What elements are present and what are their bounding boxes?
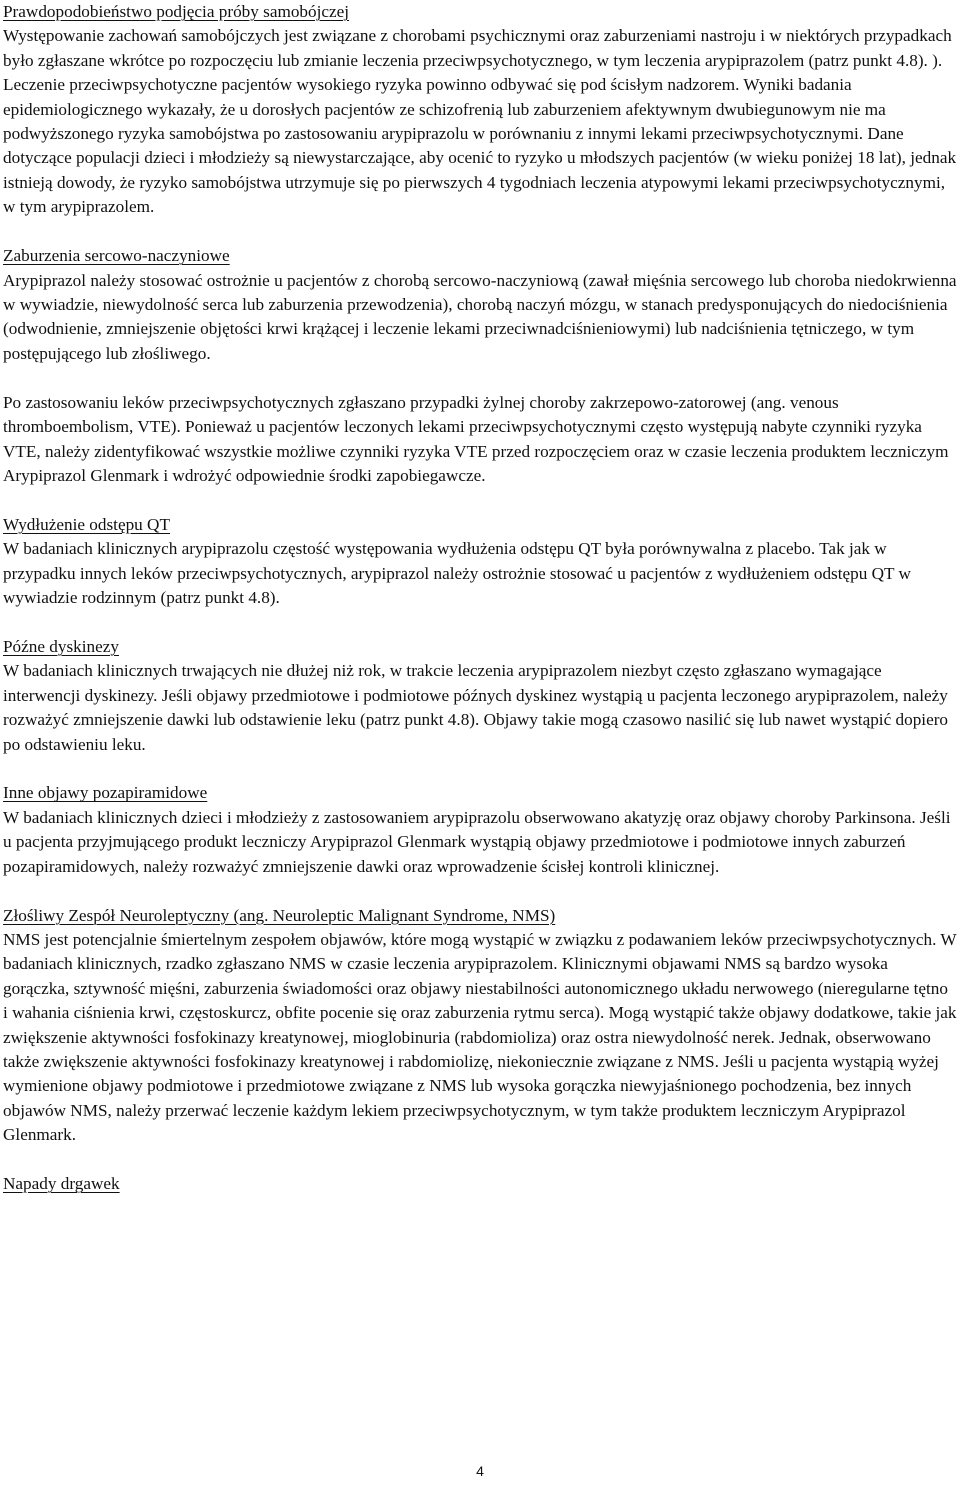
section-extrapyramidal [3, 781, 957, 879]
section-seizures [3, 1172, 957, 1196]
section-nms [3, 904, 957, 1148]
section-heading: Zaburzenia sercowo-naczyniowe [3, 246, 230, 266]
spacer [3, 366, 957, 391]
section-tardive-dyskinesia [3, 635, 957, 757]
paragraph: Arypiprazol należy stosować ostrożnie u pacjentów z chorobą sercowo-naczyniową (zawał mięśnia sercowego lub choroba niedokrwienna w wywiadzie, niewydolność serca lub zaburzenia przewodzenia), chorobą naczyń mózgu, w stanach predysponujących do niedociśnienia (odwodnienie, zmniejszenie objętości krwi krążącej i leczenie lekami przeciwnadciśnieniowymi) lub nadciśnienia tętniczego, w tym postępującego lub złośliwego. [3, 270, 957, 363]
spacer [3, 220, 957, 245]
spacer [3, 879, 957, 904]
spacer [3, 1148, 957, 1173]
section-heading: Wydłużenie odstępu QT [3, 514, 170, 534]
paragraph: Występowanie zachowań samobójczych jest związane z chorobami psychicznymi oraz zaburzeniami nastroju i w niektórych przypadkach było zgłaszane wkrótce po rozpoczęciu lub zmianie leczenia przeciwpsychotycznego, w tym leczenia arypiprazolem (patrz punkt 4.8). ). Leczenie przeciwpsychotyczne pacjentów wysokiego ryzyka powinno odbywać się pod ścisłym nadzorem. Wyniki badania epidemiologicznego wykazały, że u dorosłych pacjentów ze schizofrenią lub zaburzeniem afektywnym dwubiegunowym nie ma podwyższonego ryzyka samobójstwa po zastosowaniu arypiprazolu w porównaniu z innymi lekami przeciwpsychotycznymi. Dane dotyczące populacji dzieci i młodzieży są niewystarczające, aby ocenić to ryzyko u młodszych pacjentów (w wieku poniżej 18 lat), jednak istnieją dowody, że ryzyko samobójstwa utrzymuje się po pierwszych 4 tygodniach leczenia atypowymi lekami przeciwpsychotycznymi, w tym arypiprazolem. [3, 26, 957, 217]
paragraph: W badaniach klinicznych arypiprazolu częstość występowania wydłużenia odstępu QT była porównywalna z placebo. Tak jak w przypadku innych leków przeciwpsychotycznych, arypiprazol należy ostrożnie stosować u pacjentów z wydłużeniem odstępu QT w wywiadzie rodzinnym (patrz punkt 4.8). [3, 539, 911, 608]
paragraph: Po zastosowaniu leków przeciwpsychotycznych zgłaszano przypadki żylnej choroby zakrzepowo-zatorowej (ang. venous thromboembolism, VTE). Ponieważ u pacjentów leczonych lekami przeciwpsychotycznymi często występują nabyte czynniki ryzyka VTE, należy zidentyfikować wszystkie możliwe czynniki ryzyka VTE przed rozpoczęciem oraz w czasie leczenia produktem leczniczym Arypiprazol Glenmark i wdrożyć odpowiednie środki zapobiegawcze. [3, 392, 949, 485]
paragraph: W badaniach klinicznych trwających nie dłużej niż rok, w trakcie leczenia arypiprazolem niezbyt często zgłaszano wymagające interwencji dyskinezy. Jeśli objawy przedmiotowe i podmiotowe późnych dyskinez wystąpią u pacjenta leczonego arypiprazolem, należy rozważyć zmniejszenie dawki lub odstawienie leku (patrz punkt 4.8). Objawy takie mogą czasowo nasilić się lub nawet wystąpić dopiero po odstawieniu leku. [3, 661, 949, 754]
spacer [3, 610, 957, 635]
section-heading: Złośliwy Zespół Neuroleptyczny (ang. Neuroleptic Malignant Syndrome, NMS) [3, 905, 556, 925]
spacer [3, 757, 957, 782]
section-suicide-risk [3, 0, 957, 220]
paragraph: W badaniach klinicznych dzieci i młodzieży z zastosowaniem arypiprazolu obserwowano akatyzję oraz objawy choroby Parkinsona. Jeśli u pacjenta przyjmującego produkt leczniczy Arypiprazol Glenmark wystąpią objawy przedmiotowe i podmiotowe innych zaburzeń pozapiramidowych, należy rozważyć zmniejszenie dawki oraz wprowadzenie ścisłej kontroli klinicznej. [3, 807, 951, 876]
section-heading: Inne objawy pozapiramidowe [3, 783, 208, 803]
paragraph: NMS jest potencjalnie śmiertelnym zespołem objawów, które mogą wystąpić w związku z podawaniem leków przeciwpsychotycznych. W badaniach klinicznych, rzadko zgłaszano NMS w czasie leczenia arypiprazolem. Klinicznymi objawami NMS są bardzo wysoka gorączka, sztywność mięśni, zaburzenia świadomości oraz objawy niestabilności autonomicznego układu nerwowego (nieregularne tętno i wahania ciśnienia krwi, częstoskurcz, obfite pocenie się oraz zaburzenia rytmu serca). Mogą wystąpić także objawy dodatkowe, takie jak zwiększenie aktywności fosfokinazy kreatynowej, mioglobinuria (rabdomioliza) oraz ostra niewydolność nerek. Jednak, obserwowano także zwiększenie aktywności fosfokinazy kreatynowej i rabdomiolizę, niekoniecznie związane z NMS. Jeśli u pacjenta wystąpią wyżej wymienione objawy podmiotowe i przedmiotowe związane z NMS lub wysoka gorączka niewyjaśnionego pochodzenia, bez innych objawów NMS, należy przerwać leczenie każdym lekiem przeciwpsychotycznym, w tym także produktem leczniczym Arypiprazol Glenmark. [3, 930, 957, 1145]
spacer [3, 488, 957, 513]
section-heading: Późne dyskinezy [3, 636, 119, 656]
document-page [3, 0, 957, 1197]
section-heading: Napady drgawek [3, 1174, 120, 1194]
section-qt-prolongation [3, 513, 957, 611]
section-heading: Prawdopodobieństwo podjęcia próby samobójczej [3, 2, 350, 21]
page-number: 4 [476, 1463, 484, 1479]
section-cardiovascular [3, 244, 957, 488]
